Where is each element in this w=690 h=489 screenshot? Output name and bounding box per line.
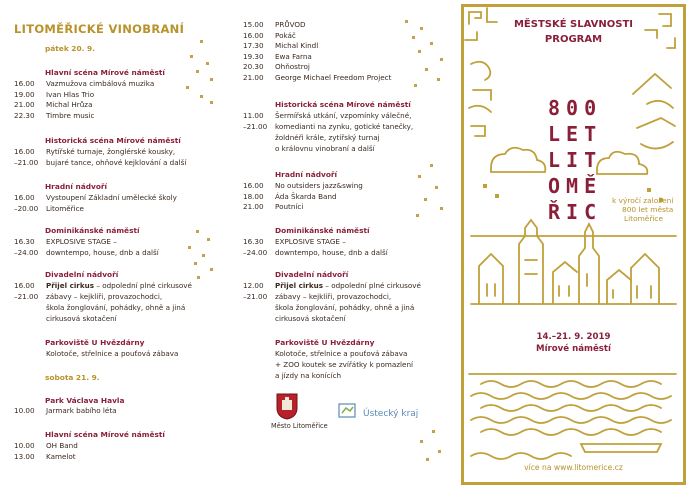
cover-letters: ŘIC: [548, 200, 603, 224]
region-logo-label: Ústecký kraj: [363, 409, 419, 419]
cover-letters: LET: [548, 122, 603, 146]
venue-heading: Parkoviště U Hvězdárny: [45, 338, 145, 347]
event-date: 14.–21. 9. 2019: [536, 332, 611, 342]
venue-heading: Dominikánské náměstí: [275, 226, 370, 235]
cover-letters: 800: [548, 96, 603, 120]
venue-heading: Historická scéna Mírové náměstí: [275, 100, 411, 109]
cover-title: MĚSTSKÉ SLAVNOSTI: [513, 19, 634, 30]
website-link[interactable]: více na www.litomerice.cz: [524, 463, 623, 472]
cover-subtitle: PROGRAM: [544, 34, 603, 45]
venue-heading: Divadelní nádvoří: [275, 270, 349, 279]
city-coat-of-arms-icon: [276, 393, 298, 420]
program-title: LITOMĚŘICKÉ VINOBRANÍ: [14, 22, 185, 36]
cover-anniversary-text: k výročí založení: [612, 196, 674, 205]
venue-heading: Hradní nádvoří: [275, 170, 338, 179]
venue-heading: Dominikánské náměstí: [45, 226, 140, 235]
cover-anniversary-text: Litoměřice: [624, 214, 664, 223]
day-heading: sobota 21. 9.: [45, 373, 100, 382]
cover-letters: OMĚ: [548, 174, 603, 198]
day-heading: pátek 20. 9.: [45, 44, 95, 53]
venue-heading: Parkoviště U Hvězdárny: [275, 338, 375, 347]
venue-heading: Hradní nádvoří: [45, 182, 108, 191]
event-place: Mírové náměstí: [536, 344, 611, 354]
region-logo-icon: [338, 402, 360, 420]
city-logo-label: Město Litoměřice: [271, 422, 328, 430]
venue-heading: Historická scéna Mírové náměstí: [45, 136, 181, 145]
cover-letters: LIT: [548, 148, 603, 172]
venue-heading: Hlavní scéna Mírové náměstí: [45, 430, 165, 439]
venue-heading: Divadelní nádvoří: [45, 270, 119, 279]
venue-heading: Park Václava Havla: [45, 396, 125, 405]
cover-anniversary-text: 800 let města: [622, 205, 674, 214]
cover-illustration: [461, 4, 686, 485]
venue-heading: Hlavní scéna Mírové náměstí: [45, 68, 165, 77]
